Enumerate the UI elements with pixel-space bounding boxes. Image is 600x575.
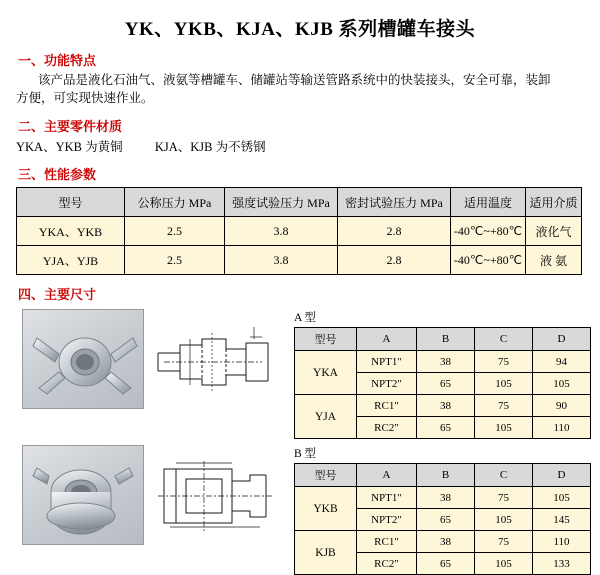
cell-a: NPT2" [357, 509, 417, 531]
cell-d: 105 [533, 373, 591, 395]
material-paragraph [16, 137, 600, 155]
col-header-c: C [475, 464, 533, 487]
dimension-row-a [22, 309, 600, 439]
features-line-1: 该产品是液化石油气、液氨等槽罐车、储罐站等输送管路系统中的快装接头，安全可靠，装卸 [38, 73, 551, 87]
cell-b: 38 [417, 351, 475, 373]
cell-medium: 液化气 [526, 217, 582, 246]
cell-b: 38 [417, 395, 475, 417]
cell-model: YJA [295, 395, 357, 439]
material-text-b: KJA、KJB 为不锈钢 [154, 140, 266, 154]
cell-b: 38 [417, 487, 475, 509]
cell-model: YKA [295, 351, 357, 395]
cell-a: NPT1" [357, 351, 417, 373]
cell-seal-test: 2.8 [338, 246, 451, 275]
cell-temperature: -40℃~+80℃ [451, 246, 526, 275]
table-row [17, 217, 582, 246]
features-line-2: 方便，可实现快速作业。 [16, 91, 154, 105]
technical-drawing-a [150, 309, 280, 407]
table-row [295, 395, 591, 417]
product-photo-a [22, 309, 144, 409]
table-row [295, 531, 591, 553]
col-header-d: D [533, 464, 591, 487]
cell-model: KJB [295, 531, 357, 575]
performance-table [16, 187, 582, 275]
cell-c: 75 [475, 395, 533, 417]
table-header-row [295, 464, 591, 487]
cell-temperature: -40℃~+80℃ [451, 217, 526, 246]
col-header-model: 型号 [17, 188, 125, 217]
cell-c: 105 [475, 509, 533, 531]
section-heading-features: 一、功能特点 [18, 53, 97, 68]
cell-b: 38 [417, 531, 475, 553]
col-header-a: A [357, 328, 417, 351]
col-header-b: B [417, 328, 475, 351]
material-text-a: YKA、YKB 为黄铜 [16, 140, 123, 154]
cell-a: RC2" [357, 553, 417, 575]
cell-d: 110 [533, 531, 591, 553]
table-header-row [295, 328, 591, 351]
table-label-a: A 型 [294, 312, 317, 324]
cell-d: 133 [533, 553, 591, 575]
section-heading-performance: 三、性能参数 [18, 167, 97, 182]
section-heading-dimensions: 四、主要尺寸 [18, 287, 97, 302]
cell-a: RC1" [357, 395, 417, 417]
cell-b: 65 [417, 373, 475, 395]
cell-nominal-pressure: 2.5 [125, 217, 225, 246]
cell-b: 65 [417, 509, 475, 531]
dimension-table-block-a [294, 309, 591, 439]
col-header-d: D [533, 328, 591, 351]
col-header-c: C [475, 328, 533, 351]
col-header-strength-test: 强度试验压力 MPa [225, 188, 338, 217]
col-header-seal-test: 密封试验压力 MPa [338, 188, 451, 217]
section-heading-material: 二、主要零件材质 [18, 119, 123, 134]
cell-b: 65 [417, 417, 475, 439]
cell-d: 145 [533, 509, 591, 531]
cell-a: NPT2" [357, 373, 417, 395]
col-header-a: A [357, 464, 417, 487]
cell-a: NPT1" [357, 487, 417, 509]
cell-d: 110 [533, 417, 591, 439]
features-paragraph [16, 71, 584, 107]
cell-d: 90 [533, 395, 591, 417]
table-row [295, 487, 591, 509]
col-header-model: 型号 [295, 464, 357, 487]
cell-c: 75 [475, 531, 533, 553]
cell-model: YKB [295, 487, 357, 531]
page-title: YK、YKB、KJA、KJB 系列槽罐车接头 [124, 19, 476, 40]
technical-drawing-b [150, 445, 280, 543]
table-row [17, 246, 582, 275]
table-row [295, 351, 591, 373]
cell-a: RC2" [357, 417, 417, 439]
dimension-table-a [294, 327, 591, 439]
cell-a: RC1" [357, 531, 417, 553]
dimension-row-b [22, 445, 600, 575]
table-header-row [17, 188, 582, 217]
col-header-b: B [417, 464, 475, 487]
dimension-table-block-b [294, 445, 591, 575]
cell-model: YKA、YKB [17, 217, 125, 246]
cell-seal-test: 2.8 [338, 217, 451, 246]
col-header-model: 型号 [295, 328, 357, 351]
col-header-temperature: 适用温度 [451, 188, 526, 217]
product-photo-b [22, 445, 144, 545]
table-label-b: B 型 [294, 448, 317, 460]
cell-medium: 液 氨 [526, 246, 582, 275]
cell-c: 75 [475, 351, 533, 373]
cell-d: 105 [533, 487, 591, 509]
cell-b: 65 [417, 553, 475, 575]
cell-model: YJA、YJB [17, 246, 125, 275]
cell-c: 105 [475, 373, 533, 395]
cell-strength-test: 3.8 [225, 217, 338, 246]
cell-nominal-pressure: 2.5 [125, 246, 225, 275]
dimensions-section [0, 309, 600, 575]
cell-d: 94 [533, 351, 591, 373]
cell-c: 105 [475, 417, 533, 439]
cell-strength-test: 3.8 [225, 246, 338, 275]
dimension-table-b [294, 463, 591, 575]
cell-c: 75 [475, 487, 533, 509]
cell-c: 105 [475, 553, 533, 575]
col-header-medium: 适用介质 [526, 188, 582, 217]
col-header-nominal-pressure: 公称压力 MPa [125, 188, 225, 217]
